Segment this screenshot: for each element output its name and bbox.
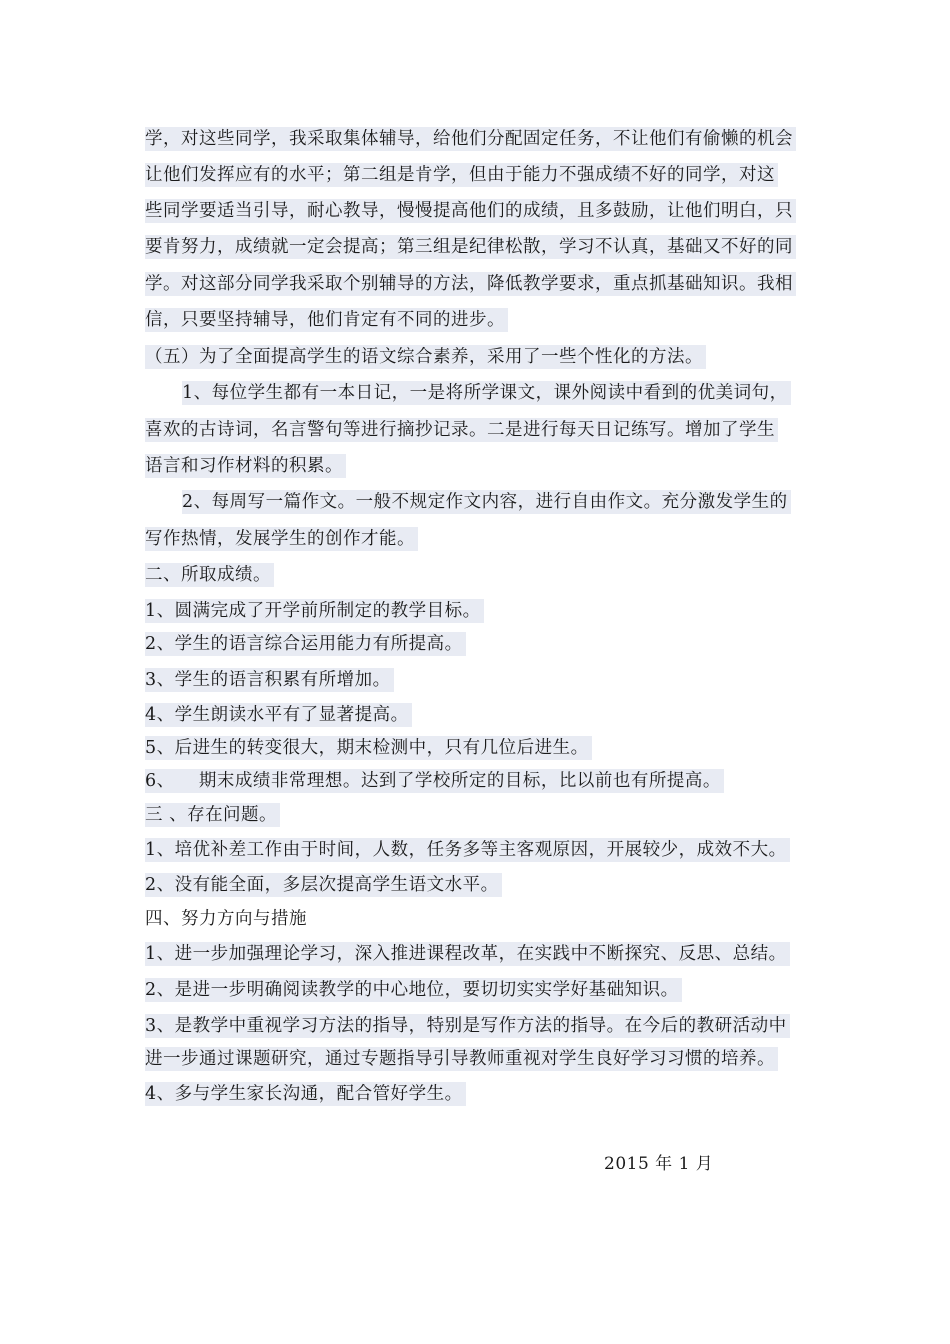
paragraph-line: 让他们发挥应有的水平；第二组是肯学，但由于能力不强成绩不好的同学，对这 <box>145 163 778 187</box>
paragraph-line: 进一步通过课题研究，通过专题指导引导教师重视对学生良好学习习惯的培养。 <box>145 1047 778 1071</box>
list-item: 4、学生朗读水平有了显著提高。 <box>145 703 412 727</box>
paragraph-line: 语言和习作材料的积累。 <box>145 454 346 478</box>
paragraph-line: 写作热情，发展学生的创作才能。 <box>145 527 418 551</box>
list-item: 1、进一步加强理论学习，深入推进课程改革，在实践中不断探究、反思、总结。 <box>145 942 790 966</box>
list-item: 1、培优补差工作由于时间，人数，任务多等主客观原因，开展较少，成效不大。 <box>145 838 790 862</box>
list-item: 5、后进生的转变很大，期末检测中，只有几位后进生。 <box>145 736 592 760</box>
section-heading: 四、努力方向与措施 <box>145 909 307 929</box>
paragraph-line: 喜欢的古诗词，名言警句等进行摘抄记录。二是进行每天日记练写。增加了学生 <box>145 418 778 442</box>
list-item: 4、多与学生家长沟通，配合管好学生。 <box>145 1082 466 1106</box>
list-item: 3、学生的语言积累有所增加。 <box>145 668 394 692</box>
list-item: 2、没有能全面，多层次提高学生语文水平。 <box>145 873 502 897</box>
list-item: 1、圆满完成了开学前所制定的教学目标。 <box>145 599 484 623</box>
paragraph-line: 1、每位学生都有一本日记，一是将所学课文，课外阅读中看到的优美词句， <box>182 381 791 405</box>
list-item: 2、是进一步明确阅读教学的中心地位，要切切实实学好基础知识。 <box>145 978 682 1002</box>
list-item: 2、学生的语言综合运用能力有所提高。 <box>145 632 466 656</box>
document-date: 2015 年 1 月 <box>604 1154 714 1174</box>
list-item: 3、是教学中重视学习方法的指导，特别是写作方法的指导。在今后的教研活动中 <box>145 1014 790 1038</box>
paragraph-line: 2、每周写一篇作文。一般不规定作文内容，进行自由作文。充分激发学生的 <box>182 490 791 514</box>
paragraph-line: 学。对这部分同学我采取个别辅导的方法，降低教学要求，重点抓基础知识。我相 <box>145 272 796 296</box>
paragraph-line: 些同学要适当引导，耐心教导，慢慢提高他们的成绩，且多鼓励，让他们明白，只 <box>145 199 796 223</box>
paragraph-line: 信，只要坚持辅导，他们肯定有不同的进步。 <box>145 308 508 332</box>
section-heading: （五）为了全面提高学生的语文综合素养，采用了一些个性化的方法。 <box>145 345 706 369</box>
paragraph-line: 学，对这些同学，我采取集体辅导，给他们分配固定任务，不让他们有偷懒的机会 <box>145 127 796 151</box>
section-heading: 三 、存在问题。 <box>145 803 280 827</box>
list-item: 6、 期末成绩非常理想。达到了学校所定的目标，比以前也有所提高。 <box>145 769 724 793</box>
paragraph-line: 要肯努力，成绩就一定会提高；第三组是纪律松散，学习不认真，基础又不好的同 <box>145 235 796 259</box>
section-heading: 二、所取成绩。 <box>145 563 274 587</box>
